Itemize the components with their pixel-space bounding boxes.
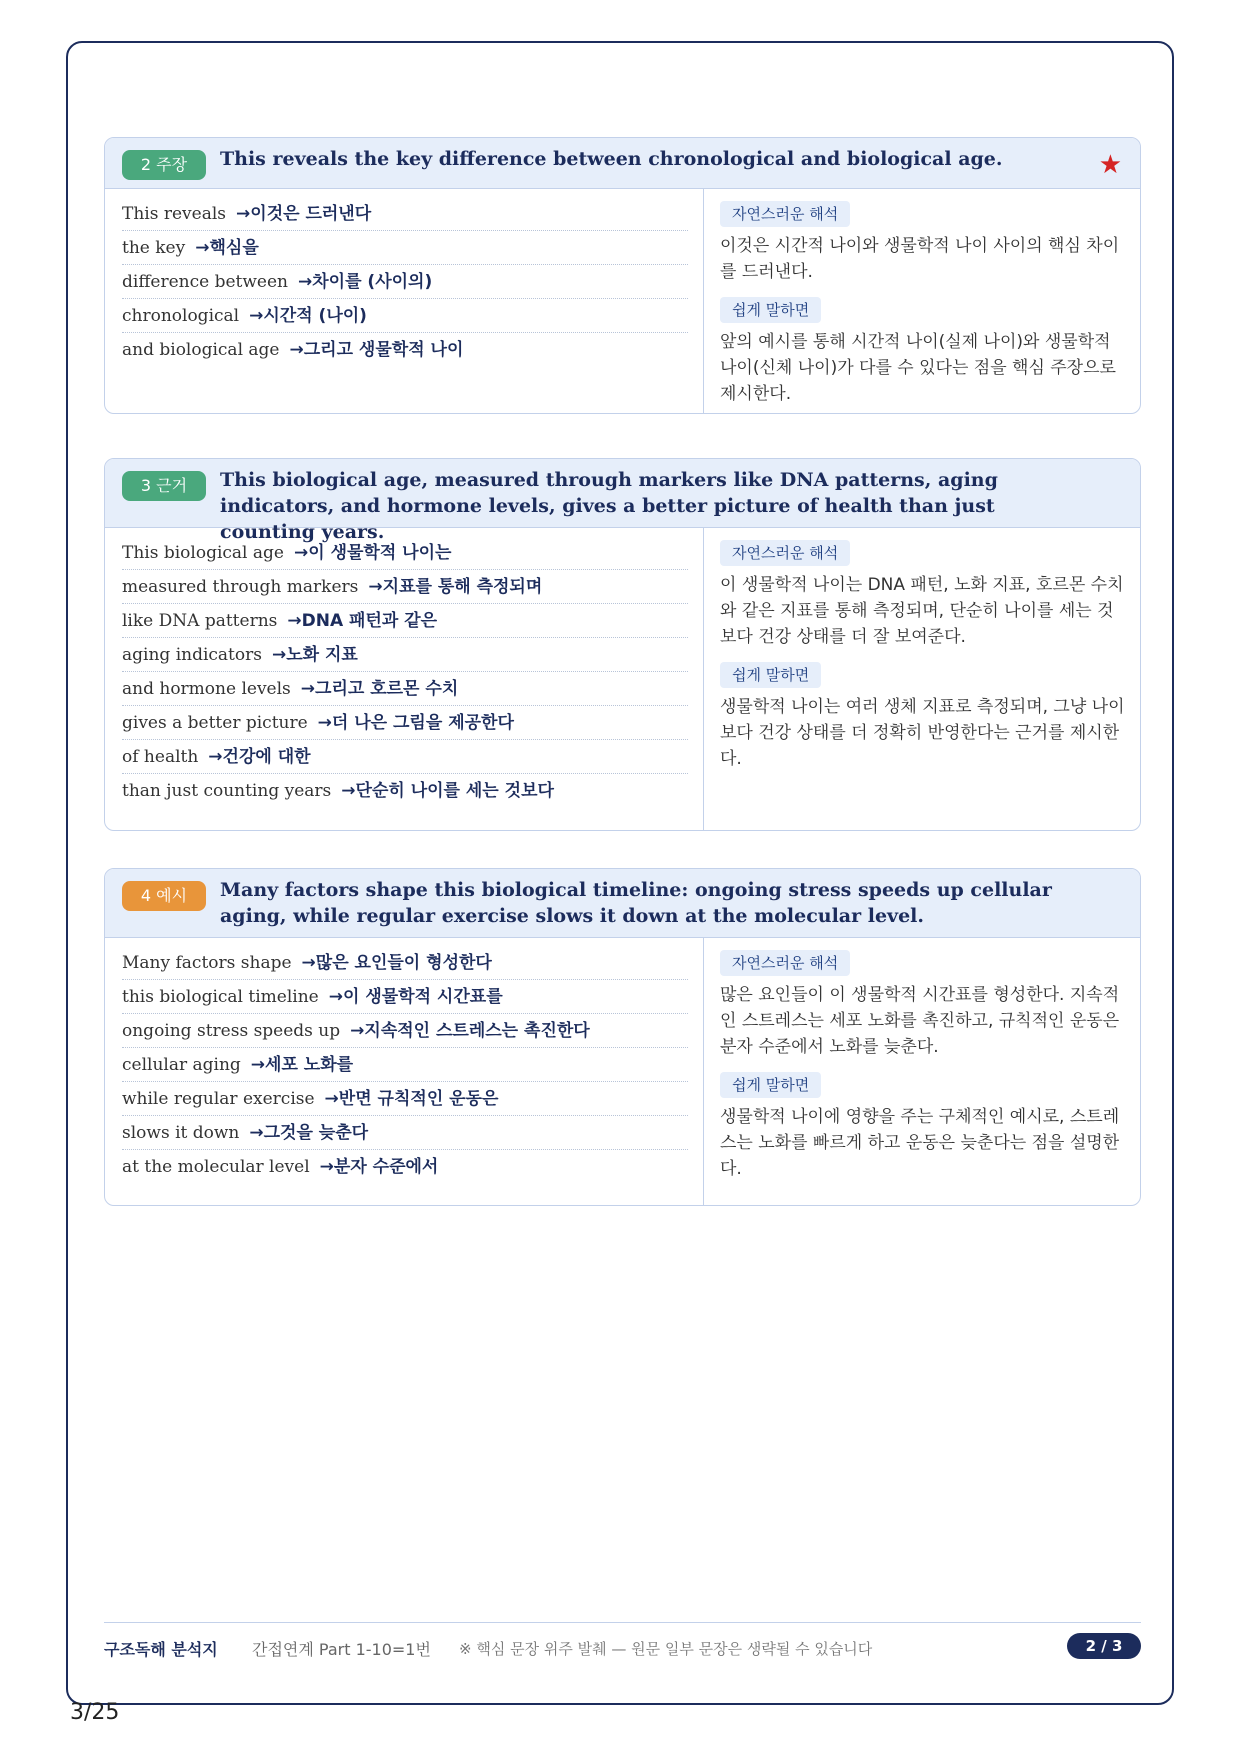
- phrase-row: of health →건강에 대한: [122, 740, 688, 774]
- natural-label: 자연스러운 해석: [720, 540, 850, 566]
- phrase-row: aging indicators →노화 지표: [122, 638, 688, 672]
- phrase-row: gives a better picture →더 나은 그림을 제공한다: [122, 706, 688, 740]
- section-card-claim: [104, 137, 1141, 414]
- phrase-row: chronological →시간적 (나이): [122, 299, 688, 333]
- phrase-list: [105, 189, 703, 366]
- phrase-row: and biological age →그리고 생물학적 나이: [122, 340, 464, 360]
- phrase-row: This biological age →이 생물학적 나이는: [122, 536, 688, 570]
- easy-text: 앞의 예시를 통해 시간적 나이(실제 나이)와 생물학적 나이(신체 나이)가 다를 수 있다는 점을 핵심 주장으로 제시한다.: [720, 332, 1116, 404]
- natural-text: 이것은 시간적 나이와 생물학적 나이 사이의 핵심 차이를 드러낸다.: [720, 236, 1120, 282]
- footer-note: ※ 핵심 문장 위주 발췌 — 원문 일부 문장은 생략될 수 있습니다: [459, 1640, 873, 1658]
- key-sentence: This biological age, measured through markers like DNA patterns, aging indicators, and hormone levels, gives a better picture of health than just counting years.: [220, 469, 998, 543]
- natural-text: 많은 요인들이 이 생물학적 시간표를 형성한다. 지속적인 스트레스는 세포 노화를 촉진하고, 규칙적인 운동은 분자 수준에서 노화를 늦춘다.: [720, 985, 1120, 1057]
- page-footer: [104, 1622, 1141, 1661]
- natural-label: 자연스러운 해석: [720, 950, 850, 976]
- phrase-row: slows it down →그것을 늦춘다: [122, 1116, 688, 1150]
- phrase-row: at the molecular level →분자 수준에서: [122, 1157, 439, 1177]
- footer-title: 구조독해 분석지: [104, 1640, 218, 1659]
- section-header: [105, 459, 1140, 543]
- easy-label: 쉽게 말하면: [720, 662, 821, 688]
- phrase-row: while regular exercise →반면 규칙적인 운동은: [122, 1082, 688, 1116]
- phrase-row: Many factors shape →많은 요인들이 형성한다: [122, 946, 688, 980]
- column-divider: [703, 189, 704, 413]
- phrase-row: and hormone levels →그리고 호르몬 수치: [122, 672, 688, 706]
- section-card-evidence: [104, 458, 1141, 831]
- section-body: [105, 189, 1140, 413]
- section-body: [105, 528, 1140, 830]
- phrase-row: difference between →차이를 (사이의): [122, 265, 688, 299]
- phrase-row: than just counting years →단순히 나이를 세는 것보다: [122, 781, 554, 801]
- interpretation-panel: [720, 201, 1126, 414]
- section-badge: 4 예시: [122, 881, 206, 911]
- section-badge: 3 근거: [122, 471, 206, 501]
- phrase-row: measured through markers →지표를 통해 측정되며: [122, 570, 688, 604]
- interpretation-panel: [720, 540, 1126, 784]
- phrase-list: [105, 528, 703, 807]
- interpretation-panel: [720, 950, 1126, 1194]
- phrase-row: ongoing stress speeds up →지속적인 스트레스는 촉진한다: [122, 1014, 688, 1048]
- phrase-list: [105, 938, 703, 1183]
- section-body: [105, 938, 1140, 1205]
- phrase-row: cellular aging →세포 노화를: [122, 1048, 688, 1082]
- column-divider: [703, 938, 704, 1205]
- phrase-row: like DNA patterns →DNA 패턴과 같은: [122, 604, 688, 638]
- star-icon: ★: [1098, 150, 1122, 180]
- column-divider: [703, 528, 704, 830]
- phrase-row: the key →핵심을: [122, 231, 688, 265]
- section-header: [105, 138, 1140, 189]
- section-card-example: [104, 868, 1141, 1206]
- phrase-row: This reveals →이것은 드러낸다: [122, 197, 688, 231]
- easy-label: 쉽게 말하면: [720, 297, 821, 323]
- footer-page-badge: 2 / 3: [1067, 1633, 1141, 1659]
- key-sentence: This reveals the key difference between chronological and biological age.: [220, 148, 1003, 170]
- easy-text: 생물학적 나이는 여러 생체 지표로 측정되며, 그냥 나이보다 건강 상태를 더 정확히 반영한다는 근거를 제시한다.: [720, 697, 1125, 769]
- footer-subtitle: 간접연계 Part 1-10=1번: [252, 1640, 431, 1659]
- easy-text: 생물학적 나이에 영향을 주는 구체적인 예시로, 스트레스는 노화를 빠르게 하고 운동은 늦춘다는 점을 설명한다.: [720, 1107, 1120, 1179]
- phrase-row: this biological timeline →이 생물학적 시간표를: [122, 980, 688, 1014]
- page-number: 3/25: [70, 1700, 120, 1725]
- key-sentence: Many factors shape this biological timeline: ongoing stress speeds up cellular aging, while regular exercise slows it down at the molecular level.: [220, 879, 1052, 927]
- section-header: [105, 869, 1140, 938]
- natural-text: 이 생물학적 나이는 DNA 패턴, 노화 지표, 호르몬 수치와 같은 지표를 통해 측정되며, 단순히 나이를 세는 것보다 건강 상태를 더 잘 보여준다.: [720, 575, 1124, 647]
- natural-label: 자연스러운 해석: [720, 201, 850, 227]
- easy-label: 쉽게 말하면: [720, 1072, 821, 1098]
- section-badge: 2 주장: [122, 150, 206, 180]
